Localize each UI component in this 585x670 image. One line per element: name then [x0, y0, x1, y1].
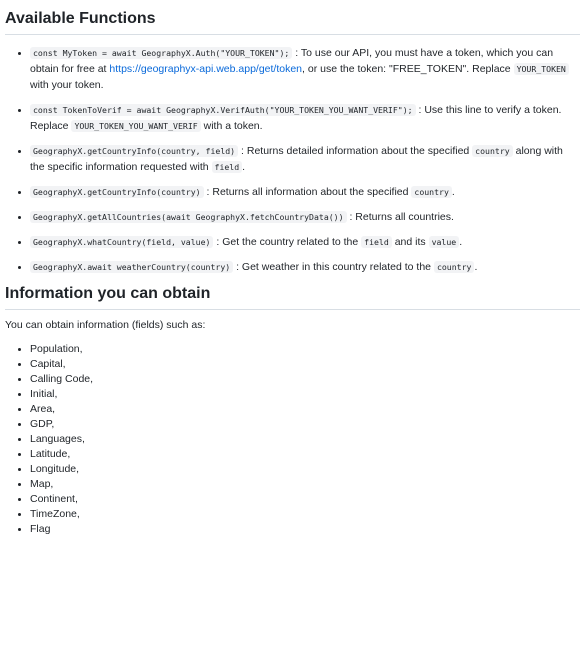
function-item-get-all-countries — [5, 209, 580, 225]
available-functions-heading: Available Functions — [5, 0, 580, 35]
list-item: Flag — [5, 522, 580, 537]
list-item: Calling Code, — [5, 372, 580, 387]
list-item: Population, — [5, 342, 580, 357]
fields-list — [5, 342, 580, 537]
list-item: TimeZone, — [5, 507, 580, 522]
description-text: . — [459, 236, 463, 248]
functions-list — [5, 45, 580, 275]
code-snippet: const TokenToVerif = await GeographyX.VerifAuth("YOUR_TOKEN_YOU_WANT_VERIF"); — [30, 104, 416, 116]
get-token-link[interactable]: https://geographyx-api.web.app/get/token — [109, 63, 303, 75]
list-item: Initial, — [5, 387, 580, 402]
description-text: : Get the country related to the — [213, 236, 362, 248]
function-item-weather-country — [5, 259, 580, 275]
code-snippet: country — [472, 145, 513, 157]
description-text: . — [451, 186, 455, 198]
function-item-what-country — [5, 234, 580, 250]
code-snippet: GeographyX.await weatherCountry(country) — [30, 261, 233, 273]
information-heading: Information you can obtain — [5, 284, 580, 310]
code-snippet: const MyToken = await GeographyX.Auth("YOUR_TOKEN"); — [30, 47, 292, 59]
code-snippet: YOUR_TOKEN_YOU_WANT_VERIF — [71, 120, 200, 132]
list-item: Languages, — [5, 432, 580, 447]
intro-text: You can obtain information (fields) such as: — [5, 319, 206, 331]
code-snippet: country — [411, 186, 452, 198]
code-snippet: GeographyX.getCountryInfo(country) — [30, 186, 204, 198]
list-item: Longitude, — [5, 462, 580, 477]
description-text: : Returns detailed information about the specified — [238, 145, 473, 157]
list-item: Continent, — [5, 492, 580, 507]
list-item: Map, — [5, 477, 580, 492]
description-text: : Returns all information about the specified — [203, 186, 412, 198]
code-snippet: country — [434, 261, 475, 273]
function-item-get-country-info — [5, 184, 580, 200]
description-text: : Use this line to verify a token. Replace — [30, 104, 562, 132]
description-text: , or use the token: "FREE_TOKEN". Replace — [302, 63, 514, 75]
code-snippet: GeographyX.getCountryInfo(country, field) — [30, 145, 238, 157]
code-snippet: field — [361, 236, 392, 248]
description-text: : Returns all countries. — [346, 211, 454, 223]
code-snippet: GeographyX.whatCountry(field, value) — [30, 236, 213, 248]
list-item: Capital, — [5, 357, 580, 372]
description-text: : To use our API, you must have a token, which you can obtain for free at — [30, 47, 554, 75]
list-item: Area, — [5, 402, 580, 417]
description-text: along with the specific information requested with — [30, 145, 563, 173]
description-text: : Get weather in this country related to the — [233, 261, 434, 273]
description-text: with your token. — [30, 79, 104, 91]
description-text: . — [474, 261, 478, 273]
description-text: . — [242, 161, 246, 173]
code-snippet: YOUR_TOKEN — [514, 63, 569, 75]
code-snippet: GeographyX.getAllCountries(await GeographyX.fetchCountryData()) — [30, 211, 347, 223]
description-text: with a token. — [200, 120, 263, 132]
function-item-get-country-info-field — [5, 143, 580, 175]
function-item-verif-auth — [5, 102, 580, 134]
list-item: GDP, — [5, 417, 580, 432]
code-snippet: value — [429, 236, 460, 248]
description-text: and its — [391, 236, 429, 248]
list-item: Latitude, — [5, 447, 580, 462]
function-item-auth — [5, 45, 580, 93]
code-snippet: field — [212, 161, 243, 173]
